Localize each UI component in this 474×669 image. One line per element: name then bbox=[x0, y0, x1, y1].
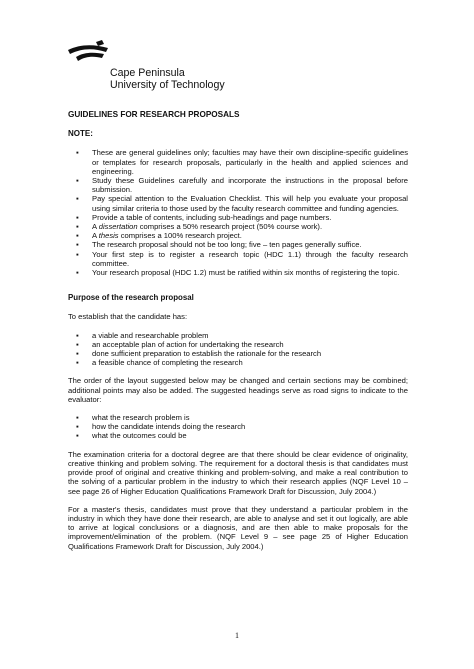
bullet-icon: ▪ bbox=[76, 422, 79, 432]
list-item: ▪ These are general guidelines only; faculties may have their own discipline-specific guidelines or templates for research proposals, particularly in the health and applied sciences and engineering. bbox=[76, 148, 408, 176]
bullet-icon: ▪ bbox=[76, 268, 79, 278]
list-item: ▪ what the research problem is bbox=[76, 413, 190, 423]
logo-line-2: University of Technology bbox=[110, 78, 225, 91]
note-label: NOTE: bbox=[68, 129, 93, 139]
bullet-icon: ▪ bbox=[76, 222, 79, 232]
purpose-heading: Purpose of the research proposal bbox=[68, 293, 194, 303]
bullet-icon: ▪ bbox=[76, 231, 79, 241]
bullet-icon: ▪ bbox=[76, 431, 79, 441]
list-item: ▪ A dissertation comprises a 50% research project (50% course work). bbox=[76, 222, 323, 232]
bullet-icon: ▪ bbox=[76, 176, 79, 186]
page-number: 1 bbox=[235, 631, 239, 640]
list-item: ▪ The research proposal should not be too long; five – ten pages generally suffice. bbox=[76, 240, 362, 250]
bullet-icon: ▪ bbox=[76, 349, 79, 359]
list-item: ▪ a feasible chance of completing the research bbox=[76, 358, 243, 368]
page-title: GUIDELINES FOR RESEARCH PROPOSALS bbox=[68, 110, 240, 119]
list-item: ▪ A thesis comprises a 100% research project. bbox=[76, 231, 242, 241]
bullet-icon: ▪ bbox=[76, 194, 79, 204]
university-logo bbox=[66, 40, 225, 91]
purpose-intro: To establish that the candidate has: bbox=[68, 312, 188, 322]
thesis-term: thesis bbox=[98, 231, 119, 241]
masters-paragraph: For a master's thesis, candidates must prove that they understand a particular problem in the industry in which they have done their research, are able to analyse and set it out logically, are able to arrive at logical conclusions or a diagnosis, and are then able to make proposals for the improvement/elimination of the problem. (NQF Level 9 – see page 25 of Higher Education Qualifications Framework Draft for Discussion, July 2004.) bbox=[68, 504, 408, 551]
doctoral-paragraph: The examination criteria for a doctoral degree are that there should be clear evidence of originality, creative thinking and problem solving. The requirement for a doctoral thesis is that candidates must provide proof of original and creative thinking and problem-solving, and make a real contribution to the solving of a particular problem in the industry to which their research applies (NQF Level 10 – see page 26 of Higher Education Qualifications Framework Draft for Discussion, July 2004.) bbox=[68, 449, 408, 496]
document-body bbox=[68, 110, 408, 560]
list-item: ▪ Your research proposal (HDC 1.2) must be ratified within six months of registering the topic. bbox=[76, 268, 400, 278]
note-list bbox=[68, 148, 408, 277]
bullet-icon: ▪ bbox=[76, 249, 79, 259]
cput-logo-icon bbox=[66, 40, 110, 74]
list-item: ▪ Provide a table of contents, including sub-headings and page numbers. bbox=[76, 212, 332, 222]
list-item: ▪ Pay special attention to the Evaluation Checklist. This will help you evaluate your proposal using similar criteria to those used by the faculty research committee and funding agencies. bbox=[76, 194, 408, 213]
logo-wordmark bbox=[110, 68, 225, 91]
layout-list bbox=[68, 413, 408, 441]
purpose-list bbox=[68, 331, 408, 368]
bullet-icon: ▪ bbox=[76, 240, 79, 250]
list-item: ▪ done sufficient preparation to establish the rationale for the research bbox=[76, 349, 322, 359]
logo-line-1: Cape Peninsula bbox=[110, 67, 185, 79]
bullet-icon: ▪ bbox=[76, 148, 79, 158]
list-item: ▪ what the outcomes could be bbox=[76, 431, 187, 441]
list-item: ▪ Study these Guidelines carefully and incorporate the instructions in the proposal before submission. bbox=[76, 176, 408, 195]
list-item: ▪ a viable and researchable problem bbox=[76, 330, 209, 340]
bullet-icon: ▪ bbox=[76, 212, 79, 222]
bullet-icon: ▪ bbox=[76, 358, 79, 368]
list-item: ▪ Your first step is to register a research topic (HDC 1.1) through the faculty research committee. bbox=[76, 249, 408, 268]
layout-paragraph: The order of the layout suggested below may be changed and certain sections may be combined; additional points may also be added. The suggested headings serve as road signs to indicate to the evaluator: bbox=[68, 376, 408, 404]
bullet-icon: ▪ bbox=[76, 413, 79, 423]
bullet-icon: ▪ bbox=[76, 339, 79, 349]
list-item: ▪ how the candidate intends doing the research bbox=[76, 422, 246, 432]
list-item: ▪ an acceptable plan of action for undertaking the research bbox=[76, 339, 284, 349]
bullet-icon: ▪ bbox=[76, 330, 79, 340]
dissertation-term: dissertation bbox=[98, 222, 138, 232]
